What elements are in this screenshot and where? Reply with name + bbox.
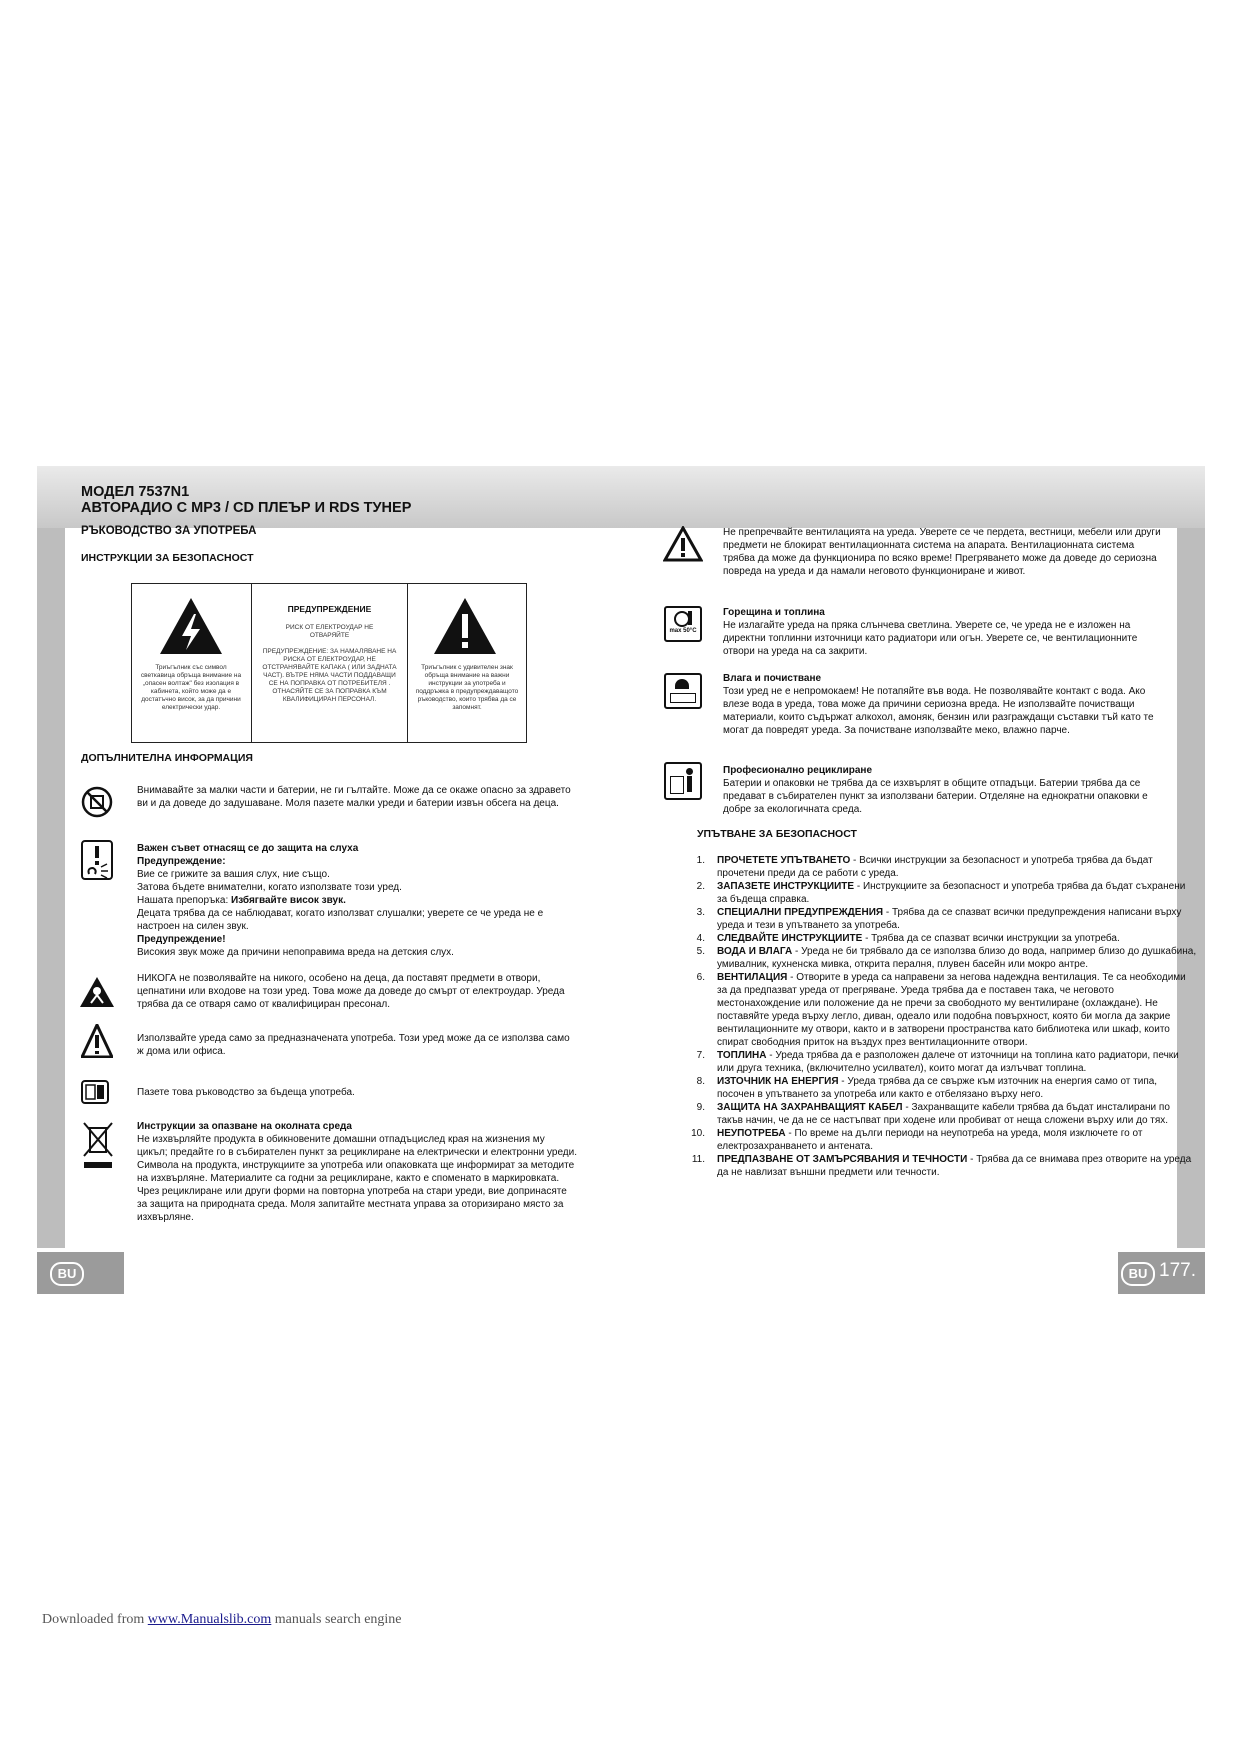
heat-icon (664, 606, 702, 642)
heat-text: Не излагайте уреда на пряка слънчева светлина. Уверете се, че уреда не е изложен на директни топлинни източници като радиатори или огън. Уверете се, че вентилационните отвори на уреда на са закрити. (723, 620, 1138, 657)
item-number: 1. (696, 855, 705, 866)
person-head (686, 768, 693, 775)
no-swallow-icon (81, 786, 113, 818)
hearing-warning-2: Предупреждение! (137, 934, 226, 945)
heat-title: Горещина и топлина (723, 607, 825, 618)
person-body (687, 776, 692, 792)
hearing-section (137, 842, 577, 959)
hearing-line-1: Вие се грижите за вашия слух, ние също. (137, 869, 330, 880)
right-page-footer (1118, 1252, 1205, 1294)
download-note (42, 1612, 402, 1628)
item-text: - По време на дълги периоди на неупотреба на уреда, моля изключете го от електрозахранването и антената. (717, 1128, 1143, 1152)
manualslib-link[interactable]: www.Manualslib.com (147, 1612, 272, 1627)
hearing-line-4: Децата трябва да се наблюдават, когато използват слушалки; уверете се че уреда не е настроен на силен звук. (137, 908, 544, 932)
moisture-title: Влага и почистване (723, 673, 822, 684)
page-number: 177. (1159, 1260, 1196, 1281)
item-number: 11. (691, 1154, 705, 1165)
hearing-protection-icon (81, 840, 113, 880)
weee-bin-icon (81, 1120, 115, 1170)
hearing-line-5: Високия звук може да причини непоправима вреда на детския слух. (137, 947, 454, 958)
hearing-title: Важен съвет отнасящ се до защита на слуха (137, 843, 359, 854)
never-insert-text: НИКОГА не позволявайте на никого, особено на деца, да поставят предмети в отвори, цепнатини или входове на този уред. Това може да доведе до смърт от електроудар. Уреда трябва да се отваря само от квалифициран пресонал. (137, 973, 565, 1010)
recycling-text: Батерии и опаковки не трябва да се изхвърлят в общите отпадъци. Батерии трябва да се предават в събирателен пункт за използвани батерии. Отделяне на еднократни опаковки е добре за екологичната среда. (723, 778, 1148, 815)
item-number: 9. (696, 1102, 705, 1113)
list-item (685, 906, 1197, 932)
caution-icon (81, 1024, 113, 1058)
hearing-line-3 (137, 894, 577, 907)
item-title: ЗАЩИТА НА ЗАХРАНВАЩИЯТ КАБЕЛ (717, 1102, 903, 1113)
recycling-title: Професионално рециклиране (723, 765, 873, 776)
download-prefix: Downloaded from (42, 1612, 148, 1627)
manual-title: РЪКОВОДСТВО ЗА УПОТРЕБА (81, 525, 257, 537)
safety-guide-list (685, 854, 1197, 1179)
warning-column (251, 584, 408, 742)
language-badge-left: BU (50, 1262, 84, 1286)
electric-shock-warning-icon (158, 596, 224, 656)
manual-spread (37, 466, 1205, 1298)
list-item (685, 945, 1197, 971)
hearing-line-2: Затова бъдете внимателни, когато използвате този уред. (137, 882, 402, 893)
item-number: 4. (696, 933, 705, 944)
list-item (685, 1127, 1197, 1153)
item-text: - Трябва да се спазват всички инструкции за употреба. (862, 933, 1120, 944)
hearing-warning-1: Предупреждение: (137, 856, 226, 867)
item-number: 2. (696, 881, 705, 892)
item-title: ТОПЛИНА (717, 1050, 767, 1061)
item-text: - Захранващите кабели трябва да бъдат инсталирани по такъв начин, че да не се настъпват при ходене или пробиват от неща сложени върху или до тях. (717, 1102, 1170, 1126)
list-item (685, 1049, 1197, 1075)
item-text: - Уреда трябва да се свърже към източник на енергия само от типа, посочен в упътването за употреба или както е отбелязано върху него. (717, 1076, 1158, 1100)
bin-shape (670, 776, 684, 794)
item-text: - Уреда не би трябвало да се използва близо до вода, например близо до душкабина, умивалник, кухненска мивка, открита пералня, плувен басейн или мокро антре. (717, 946, 1197, 970)
list-item (685, 932, 1197, 945)
product-title: АВТОРАДИО С MP3 / CD ПЛЕЪР И RDS ТУНЕР (81, 500, 412, 516)
list-item (685, 1075, 1197, 1101)
item-title: ПРЕДПАЗВАНЕ ОТ ЗАМЪРСЯВАНИЯ И ТЕЧНОСТИ (717, 1154, 968, 1165)
environment-section (137, 1120, 577, 1224)
list-item (685, 1101, 1197, 1127)
item-text: - Уреда трябва да е разположен далече от източници на топлина като радиатори, печки или друга техника, (включително усилвател), които могат да излъчват топлина. (717, 1050, 1179, 1074)
item-text: - Отворите в уреда са направени за негова надеждна вентилация. Те са необходими за да предпазват уреда от прегряване. Уреда трябва да е поставен така, че неговото местонахождение или положение да не пречи за свободното му вентилиране (охлаждане). Не поставяйте уреда върху легло, диван, одеало или подобна повърхност, която би могла да закрие вентилационните му отвори, както и в затворени пространства като библиотека или шкаф, които спират свободния приток на въздух през вентилационните отвори. (717, 972, 1186, 1048)
moisture-section (723, 672, 1163, 737)
list-item (685, 971, 1197, 1049)
recommendation-label: Нашата препоръка: (137, 895, 231, 906)
environment-title: Инструкции за опазване на околната среда (137, 1121, 352, 1132)
cover-warning-text: ПРЕДУПРЕЖДЕНИЕ: ЗА НАМАЛЯВАНЕ НА РИСКА ОТ ЕЛЕКТРОУДАР, НЕ ОТСТРАНЯВАЙТЕ КАПАКА ( ИЛИ ЗАДНАТА ЧАСТ). ВЪТРЕ НЯМА ЧАСТИ ПОДДАВАЩИ СЕ НА ПОПРАВКА ОТ ПОТРЕБИТЕЛЯ . ОТНАСЯЙТЕ СЕ ЗА ПОПРАВКА КЪМ КВАЛИФИЦИРАН ПЕРСОНАЛ. (262, 648, 397, 703)
heat-section (723, 606, 1163, 658)
item-title: ЗАПАЗЕТЕ ИНСТРУКЦИИТЕ (717, 881, 855, 892)
model-title: МОДЕЛ 7537N1 (81, 484, 190, 500)
ventilation-warning-icon (663, 526, 703, 562)
manual-book-icon (81, 1080, 109, 1104)
item-title: ВЕНТИЛАЦИЯ (717, 972, 788, 983)
item-number: 6. (696, 972, 705, 983)
max-temp-label: max 50°C (669, 628, 697, 634)
item-title: СЛЕДВАЙТЕ ИНСТРУКЦИИТЕ (717, 933, 863, 944)
left-page-footer (37, 1252, 124, 1294)
item-title: ИЗТОЧНИК НА ЕНЕРГИЯ (717, 1076, 839, 1087)
keep-manual-text: Пазете това ръководство за бъдеща употреба. (137, 1087, 355, 1098)
safety-instructions-heading: ИНСТРУКЦИИ ЗА БЕЗОПАСНОСТ (81, 552, 254, 564)
language-badge-right: BU (1121, 1262, 1155, 1286)
exclamation-warning-icon (432, 596, 498, 656)
moisture-icon (664, 673, 702, 709)
recommendation-text: Избягвайте висок звук. (231, 895, 346, 906)
item-number: 7. (696, 1050, 705, 1061)
item-number: 5. (696, 946, 705, 957)
header-band (37, 466, 1205, 528)
item-text: - Всички инструкции за безопасност и употреба трябва да бъдат прочетени преди да се работи с уреда. (717, 855, 1153, 879)
item-text: - Инструкциите за безопасност и употреба трябва да бъдат съхранени за бъдеща справка. (717, 881, 1186, 905)
exclamation-column (408, 584, 526, 742)
lightning-caption: Триъгълник със символ светкавица обръща внимание на „опасен волтаж" без изолация в кабинета, който може да е достатъчно висок, за да причини електрически удар. (140, 664, 242, 711)
item-title: СПЕЦИАЛНИ ПРЕДУПРЕЖДЕНИЯ (717, 907, 884, 918)
item-title: НЕУПОТРЕБА (717, 1128, 786, 1139)
list-item (685, 854, 1197, 880)
environment-text: Не изхвърляйте продукта в обикновените домашни отпадъцислед края на жизнения му цикъл; предайте го в събирателен пункт за рециклиране на електрически и електронни уреди. Символа на продукта, инструкциите за употреба или опаковката ще информират за методите на изхвърляне. Материалите са годни за рециклиране, както е споменато в маркировката. Чрез рециклиране или други форми на повторна употреба на стари уреди, вие допринасяте за защита на природната среда. Моля запитайте местната управа за оторизирано място за изхвърляне. (137, 1134, 577, 1223)
safety-guide-heading: УПЪТВАНЕ ЗА БЕЗОПАСНОСТ (697, 828, 857, 840)
item-title: ПРОЧЕТЕТЕ УПЪТВАНЕТО (717, 855, 851, 866)
recycling-icon (664, 762, 702, 800)
child-hazard-icon (79, 976, 115, 1008)
list-item (685, 880, 1197, 906)
item-number: 10. (691, 1128, 705, 1139)
small-parts-text: Внимавайте за малки части и батерии, не ги гълтайте. Може да се окаже опасно за здравето ви и да доведе до задушаване. Моля пазете малки уреди и батерии извън обсега на деца. (137, 785, 571, 809)
download-suffix: manuals search engine (271, 1612, 402, 1627)
item-title: ВОДА И ВЛАГА (717, 946, 793, 957)
intended-use-text: Използвайте уреда само за предназначената употреба. Този уред може да се използва само ж дома или офиса. (137, 1033, 570, 1057)
device-shape (670, 693, 696, 703)
item-text: - Трябва да се внимава през отворите на уреда да не навлизат външни предмети или течности. (717, 1154, 1192, 1178)
ventilation-text: Не препречвайте вентилацията на уреда. Уверете се че пердета, вестници, мебели или други предмети не блокират вентилационната система на апарата. Вентилационната система трябва да може да функционира по всяко време! Прегряването може да доведе до сериозна повреда на уреда и да намали неговото функциониране и живот. (723, 527, 1161, 577)
exclamation-caption: Триъгълник с удивителен знак обръща внимание на важни инструкции за употреба и поддръжка в предупреждаващото ръководство, които трябва да се запомнят. (415, 664, 519, 711)
item-text: - Трябва да се спазват всички предупреждения написани върху уреда и тези в упътването за употреба. (717, 907, 1182, 931)
item-number: 3. (696, 907, 705, 918)
recycling-section (723, 764, 1163, 816)
thermometer-bar (688, 611, 692, 625)
left-margin-bar (37, 528, 65, 1248)
lightning-column (132, 584, 250, 742)
warning-title: ПРЕДУПРЕЖДЕНИЕ (287, 604, 372, 614)
shock-risk-text: РИСК ОТ ЕЛЕКТРОУДАР НЕ ОТВАРЯЙТЕ (285, 624, 374, 639)
warning-label-box (131, 583, 527, 743)
additional-info-heading: ДОПЪЛНИТЕЛНА ИНФОРМАЦИЯ (81, 752, 253, 764)
list-item (685, 1153, 1197, 1179)
moisture-text: Този уред не е непромокаем! Не потапяйте във вода. Не позволявайте контакт с вода. Ако влезе вода в уреда, това може да причини сериозна вреда. Не използвайте почистващи материали, които съдържат алкохол, амоняк, бензин или разграждащи съставки тъй като те могат да повредят уреда. За почистване използвайте меко, влажно парче. (723, 686, 1154, 736)
umbrella-shape (675, 679, 689, 689)
item-number: 8. (696, 1076, 705, 1087)
